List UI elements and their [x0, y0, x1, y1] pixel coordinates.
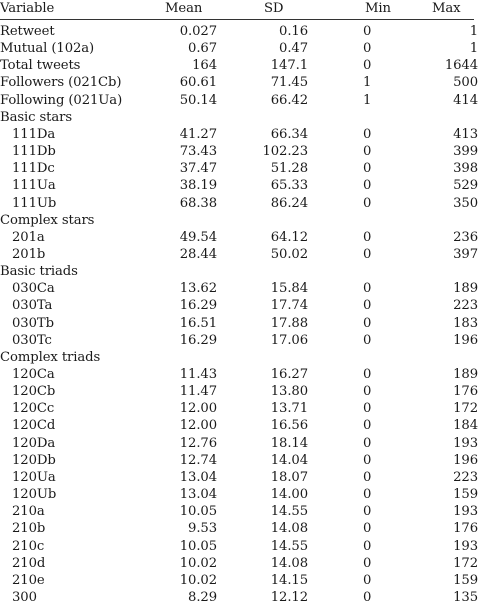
- mean-value: 16.51: [179, 315, 217, 331]
- max-value: 193: [453, 538, 478, 554]
- max-value: 193: [453, 504, 478, 520]
- header-sd: SD: [264, 1, 284, 16]
- sd-value: 16.27: [270, 367, 308, 382]
- group-label: Complex stars: [0, 212, 95, 228]
- variable-name: 030Tc: [12, 332, 52, 348]
- max-value: 399: [453, 144, 478, 160]
- variable-name: Retweet: [0, 24, 55, 39]
- max-value: 529: [453, 178, 478, 194]
- sd-value: 12.12: [270, 589, 308, 605]
- max-value: 398: [453, 161, 478, 177]
- mean-value: 0.027: [179, 24, 217, 39]
- variable-name: 030Ca: [12, 281, 55, 297]
- variable-name: 030Tb: [12, 315, 54, 331]
- sd-value: 51.28: [270, 161, 308, 177]
- sd-value: 16.56: [270, 418, 308, 434]
- max-value: 189: [453, 281, 478, 297]
- sd-value: 66.34: [270, 126, 308, 142]
- group-label: Basic triads: [0, 264, 78, 280]
- sd-value: 14.08: [270, 521, 308, 537]
- min-value: 0: [363, 469, 372, 485]
- max-value: 414: [453, 92, 478, 108]
- mean-value: 10.05: [179, 504, 217, 520]
- mean-value: 164: [192, 58, 217, 74]
- sd-value: 66.42: [270, 92, 308, 108]
- mean-value: 10.02: [179, 572, 217, 588]
- min-value: 0: [363, 504, 372, 520]
- min-value: 0: [363, 246, 372, 262]
- max-value: 176: [453, 384, 478, 400]
- sd-value: 102.23: [262, 144, 308, 160]
- variable-name: Following (021Ua): [0, 92, 123, 108]
- max-value: 413: [453, 126, 478, 142]
- variable-name: 111Dc: [12, 161, 55, 177]
- sd-value: 50.02: [270, 246, 308, 262]
- sd-value: 17.88: [270, 315, 308, 331]
- max-value: 189: [453, 367, 478, 382]
- group-label: Basic stars: [0, 109, 73, 125]
- header-mean: Mean: [165, 1, 203, 16]
- mean-value: 38.19: [179, 178, 217, 194]
- min-value: 0: [363, 487, 372, 503]
- sd-value: 86.24: [270, 195, 308, 211]
- mean-value: 50.14: [179, 92, 217, 108]
- min-value: 0: [363, 281, 372, 297]
- sd-value: 147.1: [270, 58, 308, 74]
- min-value: 0: [363, 538, 372, 554]
- mean-value: 16.29: [179, 298, 217, 314]
- max-value: 183: [453, 315, 478, 331]
- min-value: 0: [363, 418, 372, 434]
- mean-value: 11.43: [179, 367, 217, 382]
- mean-value: 12.00: [179, 401, 217, 417]
- max-value: 196: [453, 332, 478, 348]
- sd-value: 0.47: [279, 41, 308, 57]
- max-value: 172: [453, 401, 478, 417]
- min-value: 0: [363, 315, 372, 331]
- variable-name: 111Ub: [12, 195, 57, 211]
- min-value: 0: [363, 161, 372, 177]
- max-value: 397: [453, 246, 478, 262]
- variable-name: 120Db: [12, 452, 56, 468]
- min-value: 1: [363, 92, 372, 108]
- min-value: 0: [363, 41, 372, 57]
- variable-name: Mutual (102a): [0, 41, 95, 57]
- min-value: 0: [363, 195, 372, 211]
- sd-value: 0.16: [279, 24, 308, 39]
- sd-value: 14.00: [270, 487, 308, 503]
- header-rule: [0, 19, 474, 20]
- max-value: 184: [453, 418, 478, 434]
- variable-name: 120Ub: [12, 487, 57, 503]
- min-value: 0: [363, 126, 372, 142]
- mean-value: 16.29: [179, 332, 217, 348]
- sd-value: 64.12: [270, 229, 308, 245]
- mean-value: 12.76: [179, 435, 217, 451]
- max-value: 196: [453, 452, 478, 468]
- max-value: 1644: [444, 58, 478, 74]
- sd-value: 65.33: [270, 178, 308, 194]
- min-value: 0: [363, 452, 372, 468]
- mean-value: 9.53: [188, 521, 217, 537]
- mean-value: 68.38: [179, 195, 217, 211]
- min-value: 0: [363, 298, 372, 314]
- max-value: 350: [453, 195, 478, 211]
- min-value: 0: [363, 24, 372, 39]
- sd-value: 14.15: [270, 572, 308, 588]
- variable-name: 201a: [12, 229, 45, 245]
- mean-value: 13.04: [179, 469, 217, 485]
- min-value: 0: [363, 332, 372, 348]
- variable-name: 120Ca: [12, 367, 55, 382]
- variable-name: 201b: [12, 246, 46, 262]
- max-value: 1: [469, 24, 478, 39]
- max-value: 1: [469, 41, 478, 57]
- min-value: 0: [363, 367, 372, 382]
- mean-value: 10.02: [179, 555, 217, 571]
- variable-name: 111Da: [12, 126, 56, 142]
- variable-name: 030Ta: [12, 298, 53, 314]
- mean-value: 28.44: [179, 246, 217, 262]
- mean-value: 41.27: [179, 126, 217, 142]
- group-label: Complex triads: [0, 349, 101, 365]
- sd-value: 14.08: [270, 555, 308, 571]
- max-value: 159: [453, 487, 478, 503]
- mean-value: 13.62: [179, 281, 217, 297]
- sd-value: 18.07: [270, 469, 308, 485]
- mean-value: 49.54: [179, 229, 217, 245]
- min-value: 0: [363, 589, 372, 605]
- variable-name: 300: [12, 589, 37, 605]
- variable-name: 210d: [12, 555, 46, 571]
- sd-value: 17.06: [270, 332, 308, 348]
- max-value: 176: [453, 521, 478, 537]
- mean-value: 11.47: [179, 384, 217, 400]
- min-value: 1: [363, 75, 372, 91]
- min-value: 0: [363, 572, 372, 588]
- max-value: 236: [453, 229, 478, 245]
- max-value: 500: [453, 75, 478, 91]
- mean-value: 0.67: [188, 41, 217, 57]
- mean-value: 12.00: [179, 418, 217, 434]
- sd-value: 13.80: [270, 384, 308, 400]
- sd-value: 14.55: [270, 538, 308, 554]
- max-value: 223: [453, 469, 478, 485]
- header-variable: Variable: [0, 1, 55, 16]
- mean-value: 13.04: [179, 487, 217, 503]
- min-value: 0: [363, 555, 372, 571]
- variable-name: 111Db: [12, 144, 56, 160]
- mean-value: 12.74: [179, 452, 217, 468]
- sd-value: 13.71: [270, 401, 308, 417]
- variable-name: 120Cd: [12, 418, 56, 434]
- variable-name: 210a: [12, 504, 45, 520]
- sd-value: 17.74: [270, 298, 308, 314]
- variable-name: 111Ua: [12, 178, 56, 194]
- sd-value: 18.14: [270, 435, 308, 451]
- mean-value: 8.29: [188, 589, 217, 605]
- max-value: 135: [453, 589, 478, 605]
- mean-value: 37.47: [179, 161, 217, 177]
- variable-name: 120Cb: [12, 384, 56, 400]
- header-min: Min: [365, 1, 391, 16]
- sd-value: 71.45: [270, 75, 308, 91]
- max-value: 223: [453, 298, 478, 314]
- min-value: 0: [363, 178, 372, 194]
- min-value: 0: [363, 435, 372, 451]
- variable-name: Total tweets: [0, 58, 81, 74]
- mean-value: 60.61: [179, 75, 217, 91]
- min-value: 0: [363, 521, 372, 537]
- header-max: Max: [432, 1, 461, 16]
- min-value: 0: [363, 401, 372, 417]
- variable-name: 210b: [12, 521, 46, 537]
- variable-name: 120Da: [12, 435, 56, 451]
- min-value: 0: [363, 384, 372, 400]
- max-value: 172: [453, 555, 478, 571]
- max-value: 159: [453, 572, 478, 588]
- min-value: 0: [363, 58, 372, 74]
- min-value: 0: [363, 144, 372, 160]
- variable-name: 120Ua: [12, 469, 56, 485]
- min-value: 0: [363, 229, 372, 245]
- variable-name: 120Cc: [12, 401, 55, 417]
- sd-value: 15.84: [270, 281, 308, 297]
- variable-name: 210c: [12, 538, 45, 554]
- sd-value: 14.04: [270, 452, 308, 468]
- mean-value: 73.43: [179, 144, 217, 160]
- max-value: 193: [453, 435, 478, 451]
- mean-value: 10.05: [179, 538, 217, 554]
- variable-name: 210e: [12, 572, 45, 588]
- sd-value: 14.55: [270, 504, 308, 520]
- variable-name: Followers (021Cb): [0, 75, 122, 91]
